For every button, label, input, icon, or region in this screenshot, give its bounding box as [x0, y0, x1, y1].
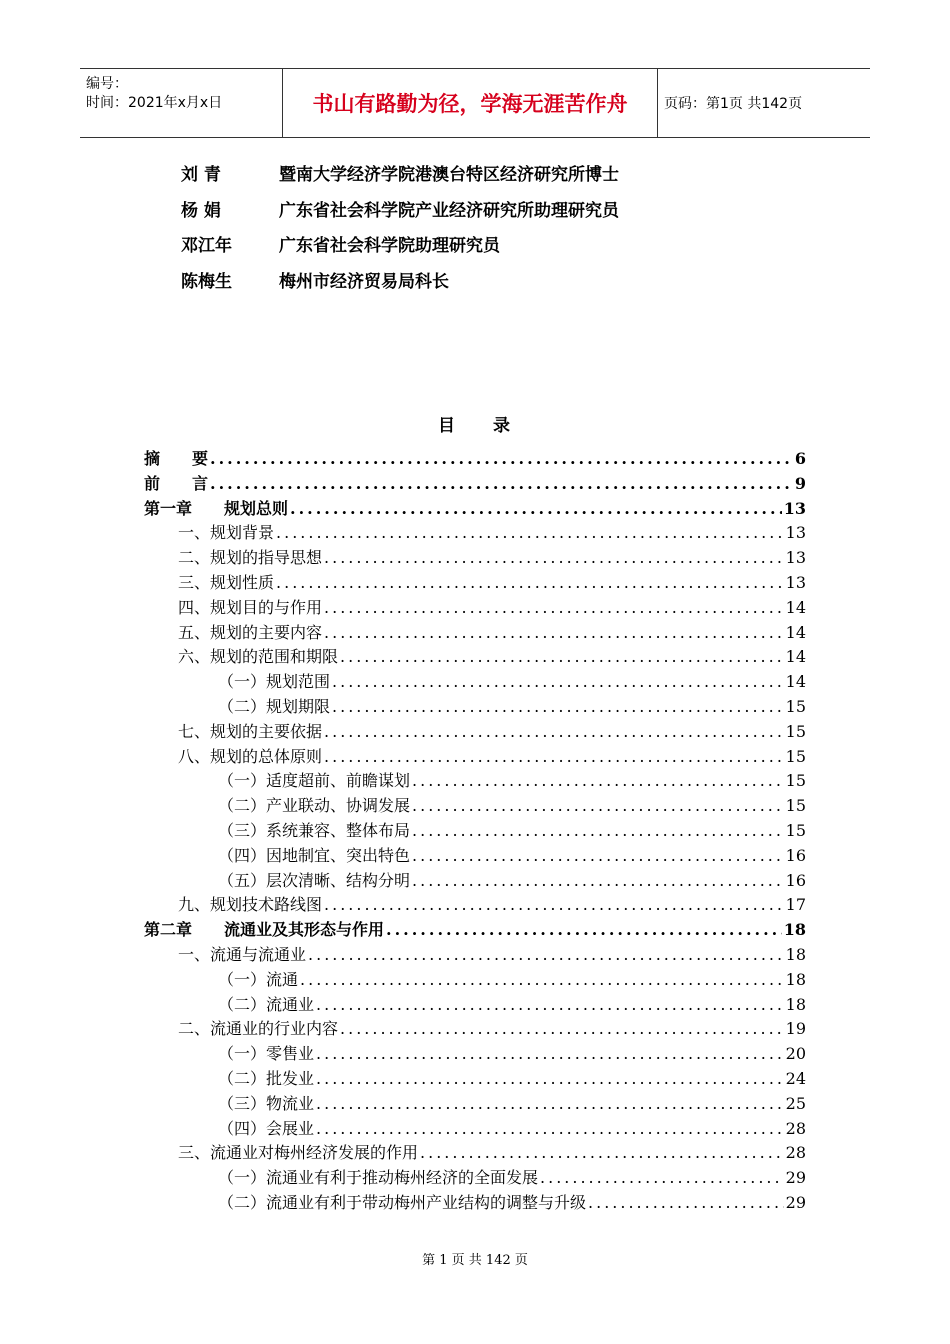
author-name: 杨 娟	[181, 201, 221, 221]
toc-entry-label: （一）流通	[218, 969, 299, 989]
toc-entry[interactable]	[218, 994, 806, 1016]
toc-leader-dots	[332, 671, 784, 693]
toc-leader-dots	[210, 473, 793, 495]
toc-entry[interactable]	[218, 870, 806, 892]
toc-entry[interactable]	[218, 671, 806, 693]
toc-leader-dots	[412, 845, 784, 867]
toc-entry-label: 四、规划目的与作用	[178, 597, 323, 617]
number-label: 编号：	[86, 76, 128, 92]
toc-entry[interactable]	[178, 646, 806, 668]
toc-leader-dots	[324, 597, 784, 619]
toc-entry-page: 25	[785, 1093, 806, 1113]
toc-entry-label: （一）规划范围	[218, 672, 331, 692]
toc-entry-page: 19	[785, 1019, 806, 1039]
toc-entry-page: 14	[785, 647, 806, 667]
toc-entry-page: 13	[785, 548, 806, 568]
toc-entry-page: 14	[785, 597, 806, 617]
toc-entry[interactable]	[178, 522, 806, 544]
toc-entry-label: 一、规划背景	[178, 523, 275, 543]
toc-entry-page: 15	[785, 697, 806, 716]
toc-entry-page: 15	[785, 721, 806, 741]
toc-entry-label: 七、规划的主要依据	[178, 721, 323, 741]
toc-entry-page: 13	[785, 573, 806, 592]
toc-leader-dots	[308, 944, 784, 966]
header-motto: 书山有路勤为径，学海无涯苦作舟	[282, 69, 658, 137]
toc-entry-page: 15	[785, 771, 806, 791]
toc-entry[interactable]	[178, 944, 806, 966]
toc-entry-page: 15	[785, 746, 806, 766]
toc-entry-label: 摘 要	[144, 449, 209, 468]
toc-entry[interactable]	[218, 1192, 806, 1214]
toc-entry[interactable]	[218, 1167, 806, 1189]
toc-entry[interactable]	[218, 1093, 806, 1115]
toc-entry-page: 16	[785, 870, 806, 890]
toc-entry-page: 20	[785, 1044, 806, 1064]
toc-leader-dots	[412, 820, 784, 842]
author-row	[181, 196, 619, 221]
toc-entry-label: 六、规划的范围和期限	[178, 647, 339, 667]
toc-leader-dots	[340, 646, 784, 668]
toc-entry-label: （一）流通业有利于推动梅州经济的全面发展	[218, 1168, 539, 1188]
toc-entry-label: （二）产业联动、协调发展	[218, 796, 411, 816]
toc-entry[interactable]	[218, 1118, 806, 1140]
toc-entry[interactable]	[178, 746, 806, 768]
toc-entry-page: 15	[785, 796, 806, 816]
toc-entry-label: 九、规划技术路线图	[178, 895, 323, 915]
toc-entry[interactable]	[144, 473, 806, 495]
toc-entry-page: 18	[783, 920, 806, 940]
toc-entry-label: 一、流通与流通业	[178, 945, 307, 964]
toc-entry-label: （二）规划期限	[218, 697, 331, 716]
author-row	[181, 160, 619, 185]
toc-entry-label: （二）流通业有利于带动梅州产业结构的调整与升级	[218, 1193, 587, 1212]
toc-leader-dots	[316, 1093, 784, 1115]
toc-entry[interactable]	[178, 1018, 806, 1040]
toc-entry-page: 17	[785, 895, 806, 915]
toc-entry-label: （一）适度超前、前瞻谋划	[218, 771, 411, 791]
toc-leader-dots	[324, 894, 784, 916]
toc-leader-dots	[412, 795, 784, 817]
toc-entry[interactable]	[178, 721, 806, 743]
header-page-info: 页码：第1页 共142页	[664, 96, 803, 112]
author-name: 刘 青	[181, 165, 221, 185]
toc-leader-dots	[316, 1068, 784, 1090]
toc-entry-page: 14	[785, 622, 806, 642]
author-title: 暨南大学经济学院港澳台特区经济研究所博士	[279, 165, 619, 185]
toc-leader-dots	[316, 994, 784, 1016]
toc-entry-page: 6	[794, 449, 806, 468]
time-label: 时间：2021年x月x日	[86, 95, 223, 111]
author-name: 陈梅生	[181, 272, 232, 292]
toc-leader-dots	[340, 1018, 784, 1040]
toc-entry[interactable]	[218, 969, 806, 991]
toc-leader-dots	[324, 746, 784, 768]
toc-entry-page: 13	[783, 498, 806, 518]
toc-entry[interactable]	[144, 919, 806, 941]
toc-entry[interactable]	[218, 1043, 806, 1065]
header-meta	[80, 69, 282, 137]
author-title: 广东省社会科学院产业经济研究所助理研究员	[279, 201, 619, 221]
toc-entry-page: 29	[785, 1193, 806, 1212]
author-title: 梅州市经济贸易局科长	[279, 272, 449, 292]
toc-entry-page: 29	[785, 1168, 806, 1188]
toc-entry-page: 24	[785, 1069, 806, 1088]
toc-entry[interactable]	[178, 894, 806, 916]
toc-leader-dots	[412, 770, 784, 792]
page-footer: 第 1 页 共 142 页	[422, 1253, 528, 1268]
toc-entry[interactable]	[178, 547, 806, 569]
toc-entry-label: （五）层次清晰、结构分明	[218, 870, 411, 890]
toc-entry-page: 28	[785, 1143, 806, 1163]
toc-entry-label: （三）系统兼容、整体布局	[218, 821, 411, 840]
toc-entry-page: 28	[785, 1118, 806, 1138]
toc-entry-page: 9	[794, 473, 806, 493]
toc-leader-dots	[332, 696, 784, 718]
toc-entry-label: （二）流通业	[218, 994, 315, 1014]
toc-entry-page: 15	[785, 821, 806, 840]
toc-entry-label: （一）零售业	[218, 1044, 315, 1064]
toc-leader-dots	[420, 1142, 784, 1164]
toc-leader-dots	[316, 1118, 784, 1140]
toc-leader-dots	[412, 870, 784, 892]
toc-leader-dots	[386, 919, 782, 941]
toc-leader-dots	[588, 1192, 784, 1214]
toc-entry[interactable]	[178, 1142, 806, 1164]
toc-entry-label: （四）因地制宜、突出特色	[218, 845, 411, 865]
toc-entry-label: 二、流通业的行业内容	[178, 1019, 339, 1039]
toc-title: 目录	[438, 416, 548, 436]
toc-leader-dots	[540, 1167, 784, 1189]
toc-entry-label: 二、规划的指导思想	[178, 548, 323, 568]
toc-entry-page: 16	[785, 845, 806, 865]
toc-entry[interactable]	[178, 597, 806, 619]
toc-entry-label: 第一章 规划总则	[144, 498, 289, 518]
toc-entry-page: 13	[785, 523, 806, 543]
toc-entry[interactable]	[218, 845, 806, 867]
toc-entry-label: 第二章 流通业及其形态与作用	[144, 920, 385, 940]
toc-entry-label: （二）批发业	[218, 1069, 315, 1088]
toc-entry-label: 前 言	[144, 473, 209, 493]
toc-entry-page: 14	[785, 672, 806, 692]
toc-entry[interactable]	[218, 1068, 806, 1090]
toc-leader-dots	[300, 969, 784, 991]
toc-leader-dots	[324, 721, 784, 743]
toc-entry[interactable]	[144, 448, 806, 470]
toc-leader-dots	[316, 1043, 784, 1065]
toc-entry-label: （三）物流业	[218, 1093, 315, 1113]
toc-entry-label: 三、规划性质	[178, 573, 275, 592]
toc-leader-dots	[276, 572, 784, 594]
toc-leader-dots	[210, 448, 793, 470]
toc-entry[interactable]	[144, 498, 806, 520]
toc-leader-dots	[276, 522, 784, 544]
toc-entry[interactable]	[218, 820, 806, 842]
toc-entry-label: （四）会展业	[218, 1118, 315, 1138]
toc-leader-dots	[290, 498, 782, 520]
toc-entry-page: 18	[785, 969, 806, 989]
toc-entry[interactable]	[178, 622, 806, 644]
author-row	[181, 231, 500, 256]
toc-entry-page: 18	[785, 994, 806, 1014]
author-title: 广东省社会科学院助理研究员	[279, 236, 500, 256]
toc-entry[interactable]	[218, 795, 806, 817]
toc-entry-label: 五、规划的主要内容	[178, 622, 323, 642]
toc-entry-label: 八、规划的总体原则	[178, 746, 323, 766]
author-name: 邓江年	[181, 236, 232, 256]
toc-entry[interactable]	[218, 696, 806, 718]
toc-entry[interactable]	[218, 770, 806, 792]
toc-leader-dots	[324, 547, 784, 569]
toc-entry[interactable]	[178, 572, 806, 594]
toc-entry-label: 三、流通业对梅州经济发展的作用	[178, 1143, 419, 1163]
toc-entry-page: 18	[785, 945, 806, 964]
toc-leader-dots	[324, 622, 784, 644]
page-header	[80, 68, 870, 138]
author-row	[181, 267, 449, 292]
